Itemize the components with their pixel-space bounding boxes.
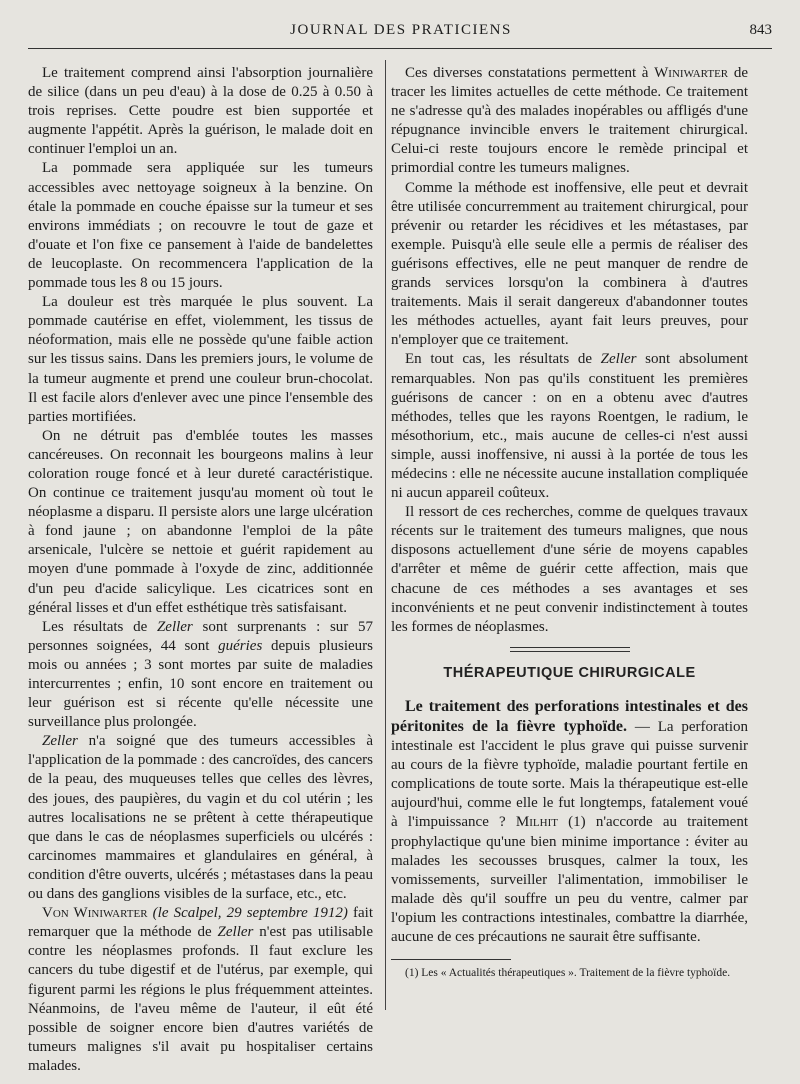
page-number: 843 [749, 22, 772, 38]
author-name: Zeller [217, 924, 254, 941]
text: sont surprenants : sur 57 personnes soignées, 44 sont [28, 618, 373, 654]
footnote: (1) Les « Actualités thérapeutiques ». Traitement de la fièvre typhoïde. [405, 967, 731, 980]
paragraph: La douleur est très marquée le plus souvent. La pommade cautérise en effet, violemment, les tissus de néoformation, mais elle ne possède qu'une faible action sur les tissus sains. Dans les premiers jours, le volume de la tumeur augmente et prend une couleur brun-chocolat. Il est facile alors d'enlever avec une pince l'ensemble des parties mortifiées. [28, 294, 373, 425]
text: — La perforation intestinale est l'accident le plus grave qui puisse survenir au cours de la fièvre typhoïde, maladie pourtant fertile en complications de toute sorte. Mais la thérapeutique est-elle aujourd'hui, comme elle le fut longtemps, fatalement voué à l'impuissance ? [391, 719, 748, 831]
text: sont absolument remarquables. Non pas qu'ils constituent les premières guérisons de cancer : on en a obtenu avec d'autres méthodes, telles que les rayons Roentgen, le radium, le mésothorium, etc., mais aucune de celles-ci n'est aussi simple, aussi inoffensive, ni aussi à la portée de tous les médecins : elle ne nécessite aucune installation compliquée ni aucun appareil coûteux. [391, 351, 748, 502]
footnote-rule [391, 959, 511, 960]
text: En tout cas, les résultats de [405, 351, 601, 368]
section-title: THÉRAPEUTIQUE CHIRURGICALE [443, 664, 696, 681]
paragraph [28, 732, 373, 904]
paragraph [391, 350, 748, 503]
paragraph [28, 904, 373, 1076]
section-divider [510, 647, 630, 652]
emphasis: guéries [218, 637, 263, 654]
header-rule [28, 48, 772, 49]
text: Les résultats de [42, 618, 157, 635]
page-header [30, 22, 772, 42]
text: de tracer les limites actuelles de cette méthode. Ce traitement ne s'adresse qu'à des malades inopérables ou affligés d'une répugnance invincible envers le traitement chirurgical. Celui-ci reste toujours encore le remède principal et primordial contre les tumeurs malignes. [391, 65, 748, 177]
paragraph: On ne détruit pas d'emblée toutes les masses cancéreuses. On reconnait les bourgeons malins à leur coloration rouge foncé et à leur dureté caractéristique. On continue ce traitement jusqu'au moment où tout le néoplasme a disparu. Il persiste alors une large ulcération à fond jaune ; on abandonne l'emploi de la pâte arsenicale, l'ulcère se nettoie et guérit rapidement au moyen d'une pommade à l'oxyde de zinc, additionnée d'un peu d'acide salicylique. Les cicatrices sont en général lisses et d'un effet esthétique très satisfaisant. [28, 427, 373, 616]
author-name: Von Winiwarter [42, 905, 148, 922]
text: depuis plusieurs mois ou années ; 3 sont mortes par suite de maladies intercurrentes ; enfin, 10 sont encore en traitement ou leur guérison est si récente qu'elle nécessite une surveillance plus prolongée. [28, 637, 374, 731]
running-title: JOURNAL DES PRATICIENS [290, 22, 512, 38]
left-column [28, 64, 373, 1076]
paragraph: La pommade sera appliquée sur les tumeurs accessibles avec nettoyage soigneux à la benzine. On étale la pommade en couche épaisse sur la tumeur et ses environs immédiats ; on recouvre le tout de gaze et d'ouate et l'on fixe ce pansement à l'aide de bandelettes de leucoplaste. On recommencera l'application de la pommade tous les 8 ou 15 jours. [28, 160, 373, 292]
text: (1) n'accorde au traitement prophylactique qu'une bien minime importance : éviter au malades les secousses brusques, calmer la toux, les vomissements, surveiller l'alimentation, immobiliser le malade dès qu'il souffre un peu du ventre, calmer par l'opium les contractions intestinales, combattre la diarrhée, aucune de ces précautions ne saurait être suffisante. [391, 814, 748, 946]
right-column [391, 64, 748, 980]
author-name: Winiwarter [654, 65, 729, 81]
paragraph [28, 618, 373, 733]
text: Ces diverses constatations permettent à [405, 65, 655, 81]
citation: (le Scalpel, 29 septembre 1912) [147, 905, 348, 922]
paragraph [391, 697, 748, 947]
author-name: Zeller [156, 618, 193, 635]
author-name: Zeller [42, 733, 78, 750]
text: n'est pas utilisable contre les néoplasmes profonds. Il faut exclure les cancers du tube digestif et de l'utérus, par exemple, qui figurent parmi les régions le plus fréquemment atteintes. Néanmoins, de l'aveu même de l'auteur, il eût été possible de soigner encore bien d'autres variétés de tumeurs malignes s'il avait pu hospitaliser certains malades. [28, 924, 373, 1074]
article-heading: Le traitement des perforations intestinales et des péritonites de la fièvre typhoïde. [391, 697, 748, 735]
author-name: Zeller [600, 351, 637, 368]
author-name: Milhit [515, 814, 558, 831]
column-divider [385, 60, 386, 1010]
paragraph: Comme la méthode est inoffensive, elle peut et devrait être utilisée concurremment au traitement chirurgical, pour prévenir ou retarder les récidives et les métastases, par exemple. Puisqu'à elle seule elle a permis de réaliser des guérisons effectives, elle ne peut manquer de rendre de grands services lorsqu'on la combinera à d'autres traitements. Mais il serait dangereux d'abandonner toutes les méthodes actuelles, ayant fait leurs preuves, pour n'employer que ce traitement. [391, 179, 748, 349]
paragraph: Il ressort de ces recherches, comme de quelques travaux récents sur le traitement des tumeurs malignes, que nous disposons actuellement d'une série de moyens capables d'arrêter et même de guérir cette affection, mais que chacune de ces méthodes a ses avantages et ses inconvénients et ne peut convenir indistinctement à toutes les formes de néoplasmes. [391, 504, 748, 635]
text: n'a soigné que des tumeurs accessibles à l'application de la pommade : des cancroïdes, des cancers de la peau, des muqueuses telles que celles des lèvres, des joues, des paupières, du vagin et du col utérin ; les autres localisations ne se prêtent à cette thérapeutique que dans le cas de néoplasmes superficiels ou ulcérés : carcinomes mammaires et glandulaires en général, à condition d'être ouverts, ulcérés ; métastases dans la peau ou dans des ganglions visibles de la surface, etc., etc. [28, 733, 373, 903]
paragraph [391, 64, 748, 179]
paragraph: Le traitement comprend ainsi l'absorption journalière de silice (dans un peu d'eau) à la dose de 0.25 à 0.50 à trois reprises. Cette poudre est bien supportée et augmente l'appétit. Après la guérison, le malade doit en continuer l'emploi un an. [28, 65, 373, 158]
text: fait remarquer que la méthode de [28, 905, 373, 941]
